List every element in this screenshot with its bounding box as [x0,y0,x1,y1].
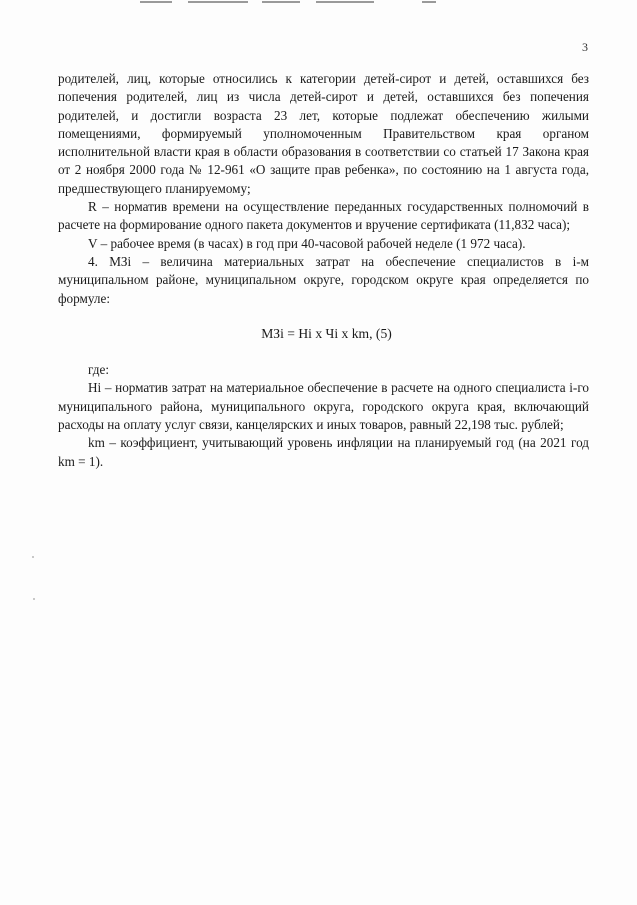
scan-artifact-marks [140,0,440,6]
paragraph-v-definition: V – рабочее время (в часах) в год при 40-часовой рабочей неделе (1 972 часа). [88,235,526,251]
document-body [58,70,589,471]
paragraph-item-4: 4. МЗi – величина материальных затрат на обеспечение специалистов в i-м муниципальном районе, муниципальном округе, городском округе края определяется по формуле: [58,253,589,306]
paragraph-continuation: родителей, лиц, которые относились к категории детей-сирот и детей, оставшихся без попечения родителей, лиц из числа детей-сирот и детей, оставшихся без попечения родителей, и достигли возраста 23 лет, которые подлежат обеспечению жилыми помещениями, формируемый уполномоченным Правительством края органом исполнительной власти края в области образования в соответствии со статьей 17 Закона края от 2 ноября 2000 года № 12-961 «О защите прав ребенка», по состоянию на 1 августа года, предшествующего планируемому; [58,71,589,196]
formula: МЗi = Нi x Чi x km, (5) [261,325,392,341]
paragraph-where: где: [88,362,109,378]
scan-speck [32,556,34,558]
page-number: 3 [582,40,588,54]
paragraph-hi-definition: Нi – норматив затрат на материальное обеспечение в расчете на одного специалиста i-го муниципального района, муниципального округа, городского округа края, включающий расходы на оплату услуг связи, канцелярских и иных товаров, равный 22,198 тыс. рублей; [58,380,589,433]
scan-speck [33,598,35,600]
paragraph-km-definition: km – коэффициент, учитывающий уровень инфляции на планируемый год (на 2021 год km = 1). [58,435,589,469]
paragraph-r-definition: R – норматив времени на осуществление переданных государственных полномочий в расчете на формирование одного пакета документов и вручение сертификата (11,832 часа); [58,199,589,233]
